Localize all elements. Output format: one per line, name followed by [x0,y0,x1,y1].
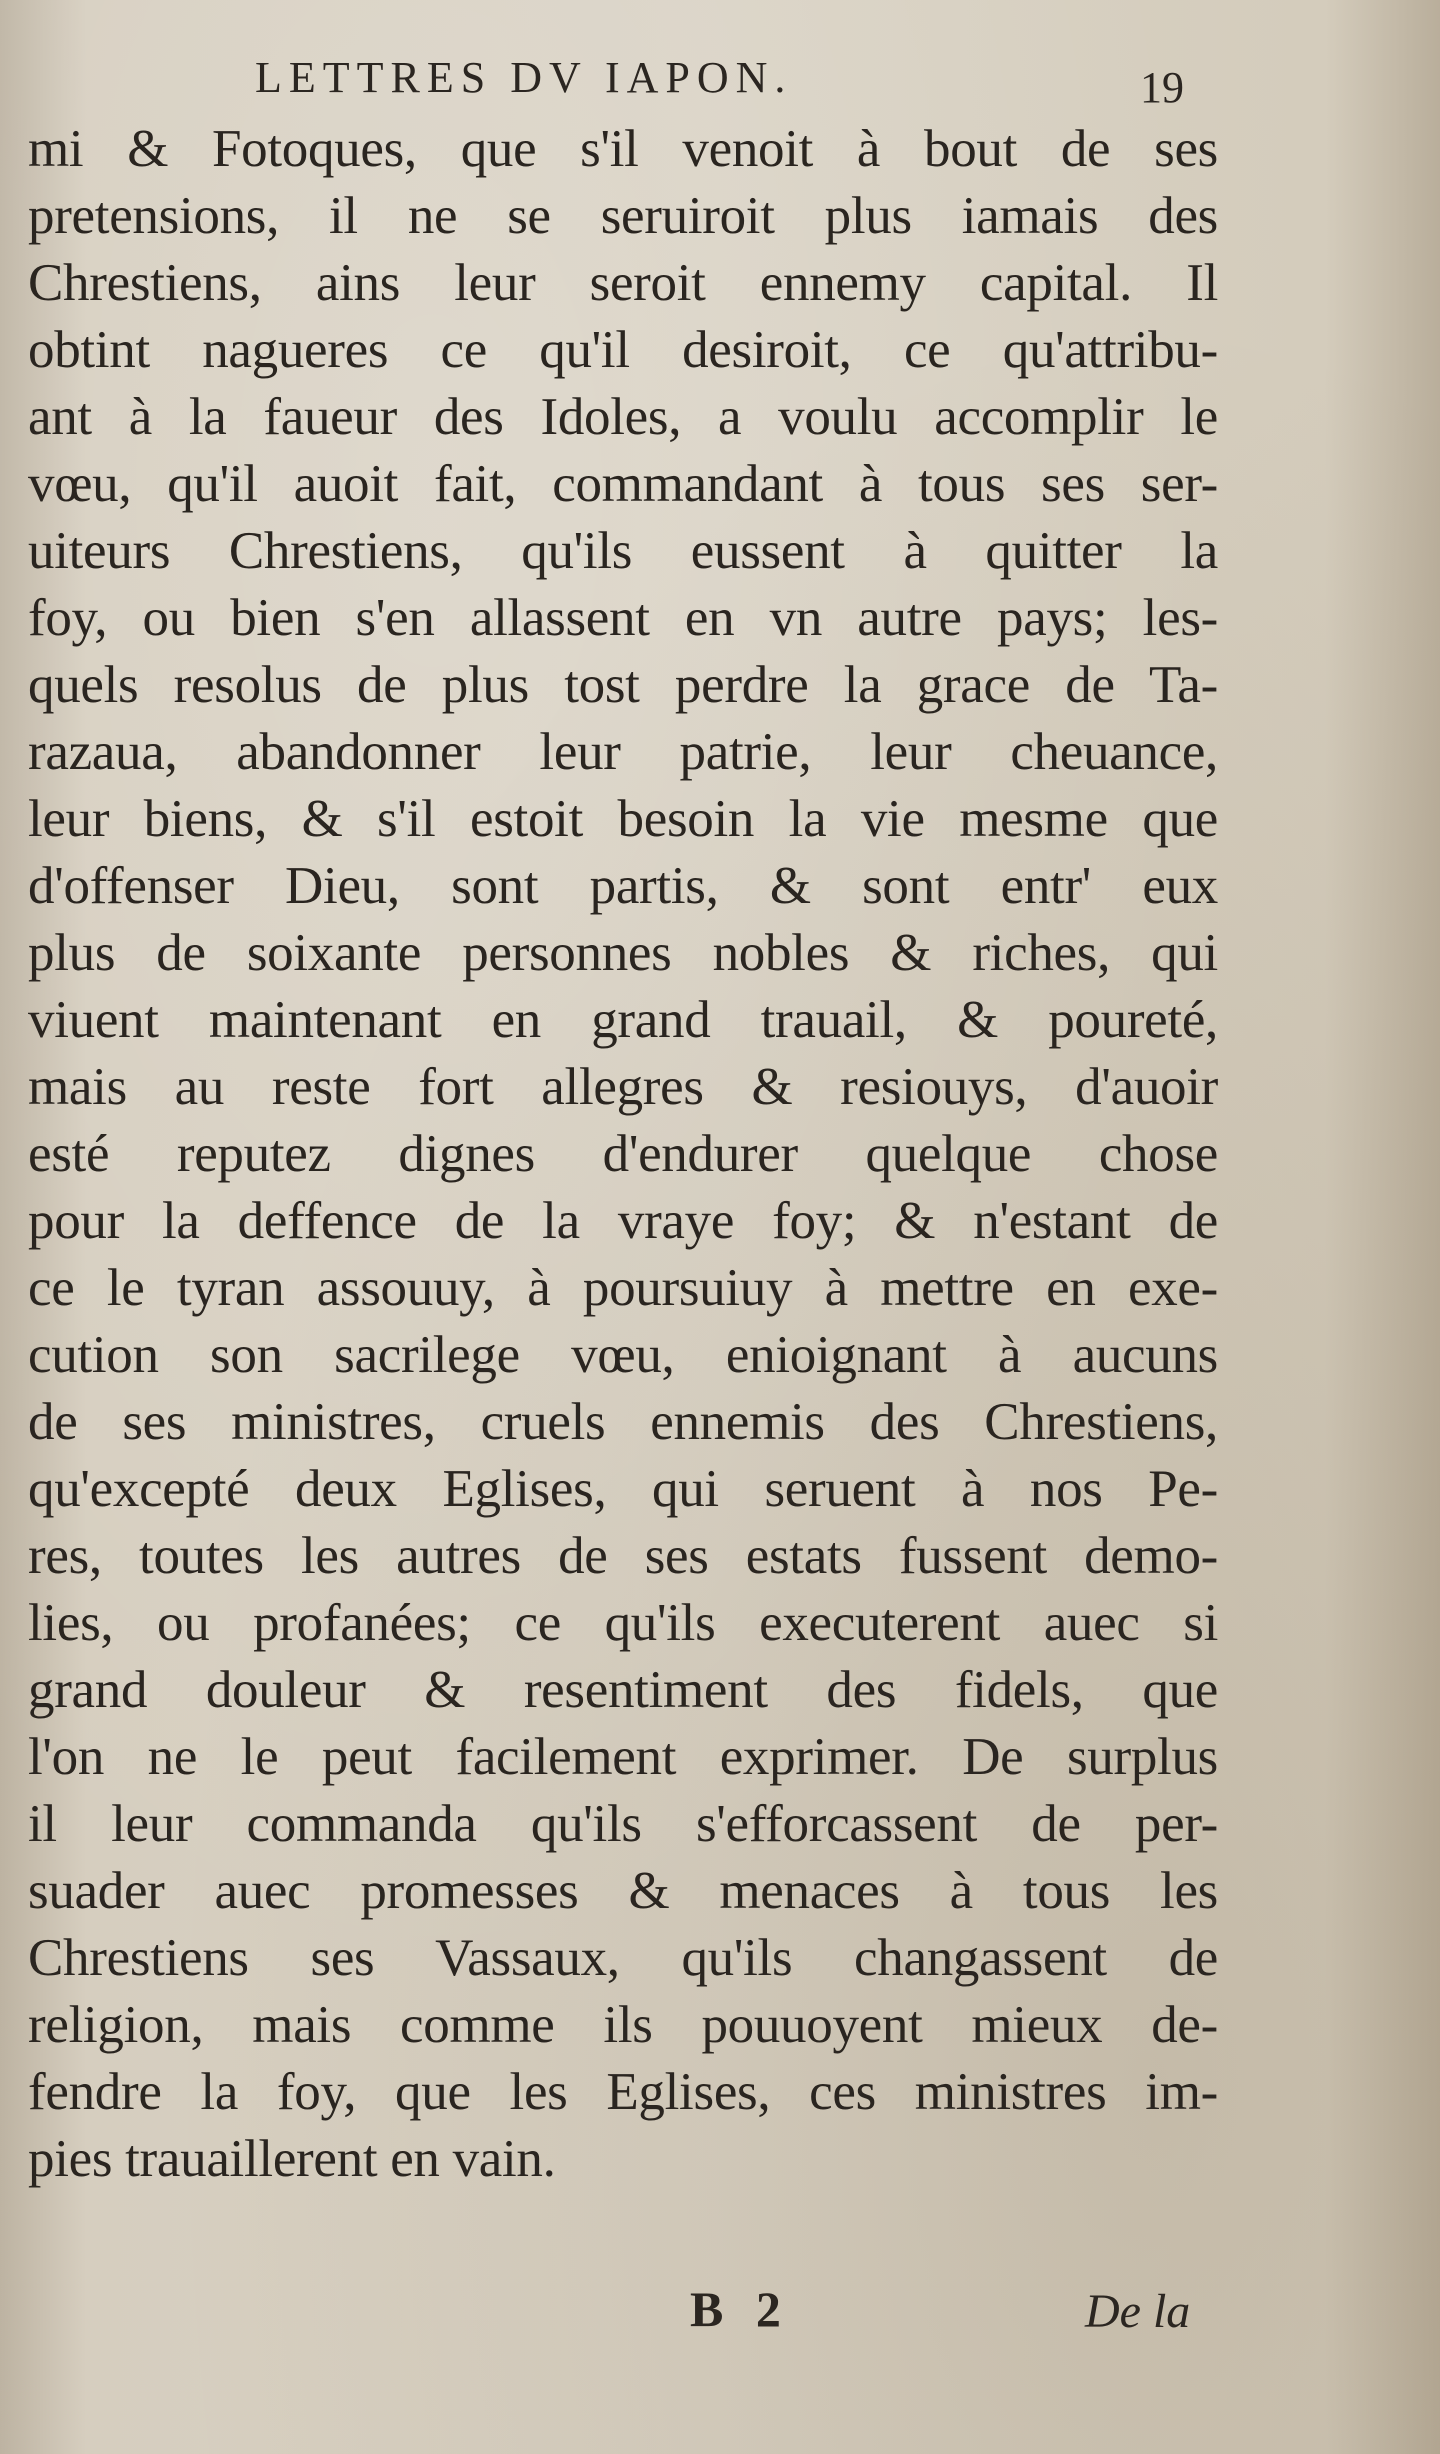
text-line: d'offenser Dieu, sont partis, & sont entr' eux [28,857,1218,915]
text-line: religion, mais comme ils pouuoyent mieux de- [28,1996,1218,2054]
text-line: suader auec promesses & menaces à tous les [28,1862,1218,1920]
catchword: De la [1085,2285,1191,2338]
text-line: Chrestiens, ains leur seroit ennemy capital. Il [28,254,1218,312]
signature-mark: B 2 [690,2281,791,2337]
text-line: il leur commanda qu'ils s'efforcassent de per- [28,1795,1218,1853]
text-line: qu'excepté deux Eglises, qui seruent à nos Pe- [28,1460,1218,1518]
text-line: ce le tyran assouuy, à poursuiuy à mettre en exe- [28,1259,1218,1317]
text-line: quels resolus de plus tost perdre la grace de Ta- [28,656,1218,714]
text-line: grand douleur & resentiment des fidels, que [28,1661,1218,1719]
body-text [28,116,1218,2193]
text-line: obtint nagueres ce qu'il desiroit, ce qu'attribu- [28,321,1218,379]
text-line: pies trauaillerent en vain. [28,2130,556,2188]
text-line: ant à la faueur des Idoles, a voulu accomplir le [28,388,1218,446]
text-line: mais au reste fort allegres & resiouys, d'auoir [28,1058,1218,1116]
text-line: l'on ne le peut facilement exprimer. De surplus [28,1728,1218,1786]
text-line: res, toutes les autres de ses estats fussent demo- [28,1527,1218,1585]
text-line: viuent maintenant en grand trauail, & poureté, [28,991,1218,1049]
page-number: 19 [1140,63,1184,112]
text-line: mi & Fotoques, que s'il venoit à bout de ses [28,120,1218,178]
text-line: pour la deffence de la vraye foy; & n'estant de [28,1192,1218,1250]
text-line: vœu, qu'il auoit fait, commandant à tous ses ser- [28,455,1218,513]
text-line: fendre la foy, que les Eglises, ces ministres im- [28,2063,1218,2121]
text-line: plus de soixante personnes nobles & riches, qui [28,924,1218,982]
text-line: Chrestiens ses Vassaux, qu'ils changassent de [28,1929,1218,1987]
text-line: uiteurs Chrestiens, qu'ils eussent à quitter la [28,522,1218,580]
text-line: leur biens, & s'il estoit besoin la vie mesme que [28,790,1218,848]
text-line: lies, ou profanées; ce qu'ils executerent auec si [28,1594,1218,1652]
running-title: LETTRES DV IAPON. [255,53,793,102]
text-line: de ses ministres, cruels ennemis des Chrestiens, [28,1393,1218,1451]
text-line: pretensions, il ne se seruiroit plus iamais des [28,187,1218,245]
text-line: foy, ou bien s'en allassent en vn autre pays; les- [28,589,1218,647]
text-line: cution son sacrilege vœu, enioignant à aucuns [28,1326,1218,1384]
text-line: esté reputez dignes d'endurer quelque chose [28,1125,1218,1183]
text-line: razaua, abandonner leur patrie, leur cheuance, [28,723,1218,781]
